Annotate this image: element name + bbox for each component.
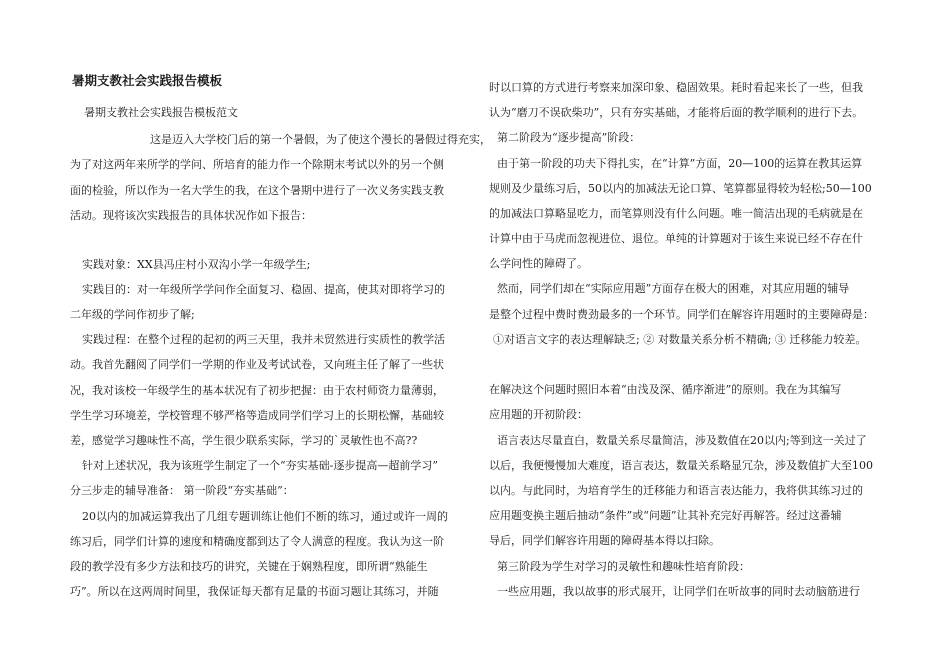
paragraph-line: 活动。现将该次实践报告的具体状况作如下报告： (70, 209, 312, 222)
paragraph-line: 练习后，同学们计算的速度和精确度都到达了令人满意的程度。我认为这一阶 (70, 535, 444, 548)
paragraph-line: 这是迈入大学校门后的第一个暑假，为了使这个漫长的暑假过得充实， (150, 133, 491, 146)
paragraph-line: 面的检验，所以作为一名大学生的我，在这个暑期中进行了一次义务实践支教 (70, 184, 444, 197)
subtitle-line: 暑期支教社会实践报告模板范文 (84, 106, 238, 119)
paragraph-line: 么学问性的障碍了。 (489, 257, 588, 270)
paragraph-line: 认为“磨刀不误砍柴功”，只有夯实基础，才能将后面的教学顺利的进行下去。 (489, 106, 864, 119)
paragraph-line: 差，感觉学习趣味性不高，学生很少联系实际，学习的`灵敏性也不高?? (70, 434, 418, 447)
paragraph-line: 第三阶段为学生对学习的灵敏性和趣味性培育阶段： (497, 560, 750, 573)
paragraph-line: 应用题的开初阶段： (489, 408, 588, 421)
paragraph-line: 一些应用题，我以故事的形式展开，让同学们在听故事的同时去动脑筋进行 (497, 585, 860, 598)
paragraph-line: ①对语言文字的表达理解缺乏; ② 对数量关系分析不精确; ③ 迁移能力较差。 (493, 333, 867, 346)
paragraph-line: 20以内的加减运算我出了几组专题训练让他们不断的练习，通过或许一周的 (82, 510, 448, 523)
paragraph-line: 导后，同学们解容许用题的障碍基本得以扫除。 (489, 534, 720, 547)
paragraph-line: 况，我对该校一年级学生的基本状况有了初步把握：由于农村师资力量薄弱， (70, 384, 444, 397)
paragraph-line: 在解决这个问题时照旧本着“由浅及深、循序渐进”的原则。我在为其编写 (489, 383, 842, 396)
paragraph-line: 学生学习环境差，学校管理不够严格等造成同学们学习上的长期松懈，基础较 (70, 409, 444, 422)
paragraph-line: 由于第一阶段的功夫下得扎实，在“计算”方面，20—100的运算在教其运算 (497, 157, 863, 170)
paragraph-line: 语言表达尽量直白，数量关系尽量简洁，涉及数值在20以内;等到这一关过了 (497, 434, 867, 447)
paragraph-line: 然而，同学们却在“实际应用题”方面存在极大的困难，对其应用题的辅导 (497, 282, 850, 295)
paragraph-line: 应用题变换主题后抽动“条件”或“问题”让其补充完好再解答。经过这番辅 (489, 509, 842, 522)
paragraph-line: 巧”。所以在这两周时间里，我保证每天都有足量的书面习题让其练习，并随 (70, 585, 439, 598)
paragraph-line: 段的教学没有多少方法和技巧的讲究，关键在于娴熟程度，即所谓“熟能生 (70, 560, 428, 573)
paragraph-line: 规则及少量练习后，50以内的加减法无论口算、笔算都显得较为轻松;50—100 (489, 182, 872, 195)
paragraph-line: 二年级的学问作初步了解; (70, 308, 195, 321)
paragraph-line: 实践对象：XX县冯庄村小双沟小学一年级学生; (82, 258, 311, 271)
paragraph-line: 第二阶段为“逐步提高”阶段： (497, 131, 641, 144)
paragraph-line: 以后，我便慢慢加大难度，语言表达，数量关系略显冗杂，涉及数值扩大至100 (489, 459, 873, 472)
paragraph-line: 是整个过程中费时费劲最多的一个环节。同学们在解容许用题时的主要障碍是： (489, 308, 874, 321)
paragraph-line: 实践目的：对一年级所学学问作全面复习、稳固、提高，使其对即将学习的 (82, 283, 445, 296)
paragraph-line: 实践过程：在整个过程的起初的两三天里，我并未贸然进行实质性的教学活 (82, 333, 445, 346)
right-column (475, 0, 950, 672)
paragraph-line: 分三步走的辅导准备： 第一阶段“夯实基础”： (70, 484, 294, 497)
paragraph-line: 的加减法口算略显吃力，而笔算则没有什么问题。唯一简洁出现的毛病就是在 (489, 207, 863, 220)
document-title: 暑期支教社会实践报告模板 (72, 73, 223, 88)
paragraph-line: 以内。与此同时，为培育学生的迁移能力和语言表达能力，我将供其练习过的 (489, 484, 863, 497)
paragraph-line: 为了对这两年来所学的学问、所培育的能力作一个除期末考试以外的另一个侧 (70, 158, 444, 171)
paragraph-line: 计算中由于马虎而忽视进位、退位。单纯的计算题对于该生来说已经不存在什 (489, 232, 863, 245)
paragraph-line: 动。我首先翻阅了同学们一学期的作业及考试试卷，又向班主任了解了一些状 (70, 358, 444, 371)
paragraph-line: 针对上述状况，我为该班学生制定了一个“夯实基础-逐步提高—超前学习” (82, 459, 438, 472)
paragraph-line: 时以口算的方式进行考察来加深印象、稳固效果。耗时看起来长了一些，但我 (489, 81, 863, 94)
